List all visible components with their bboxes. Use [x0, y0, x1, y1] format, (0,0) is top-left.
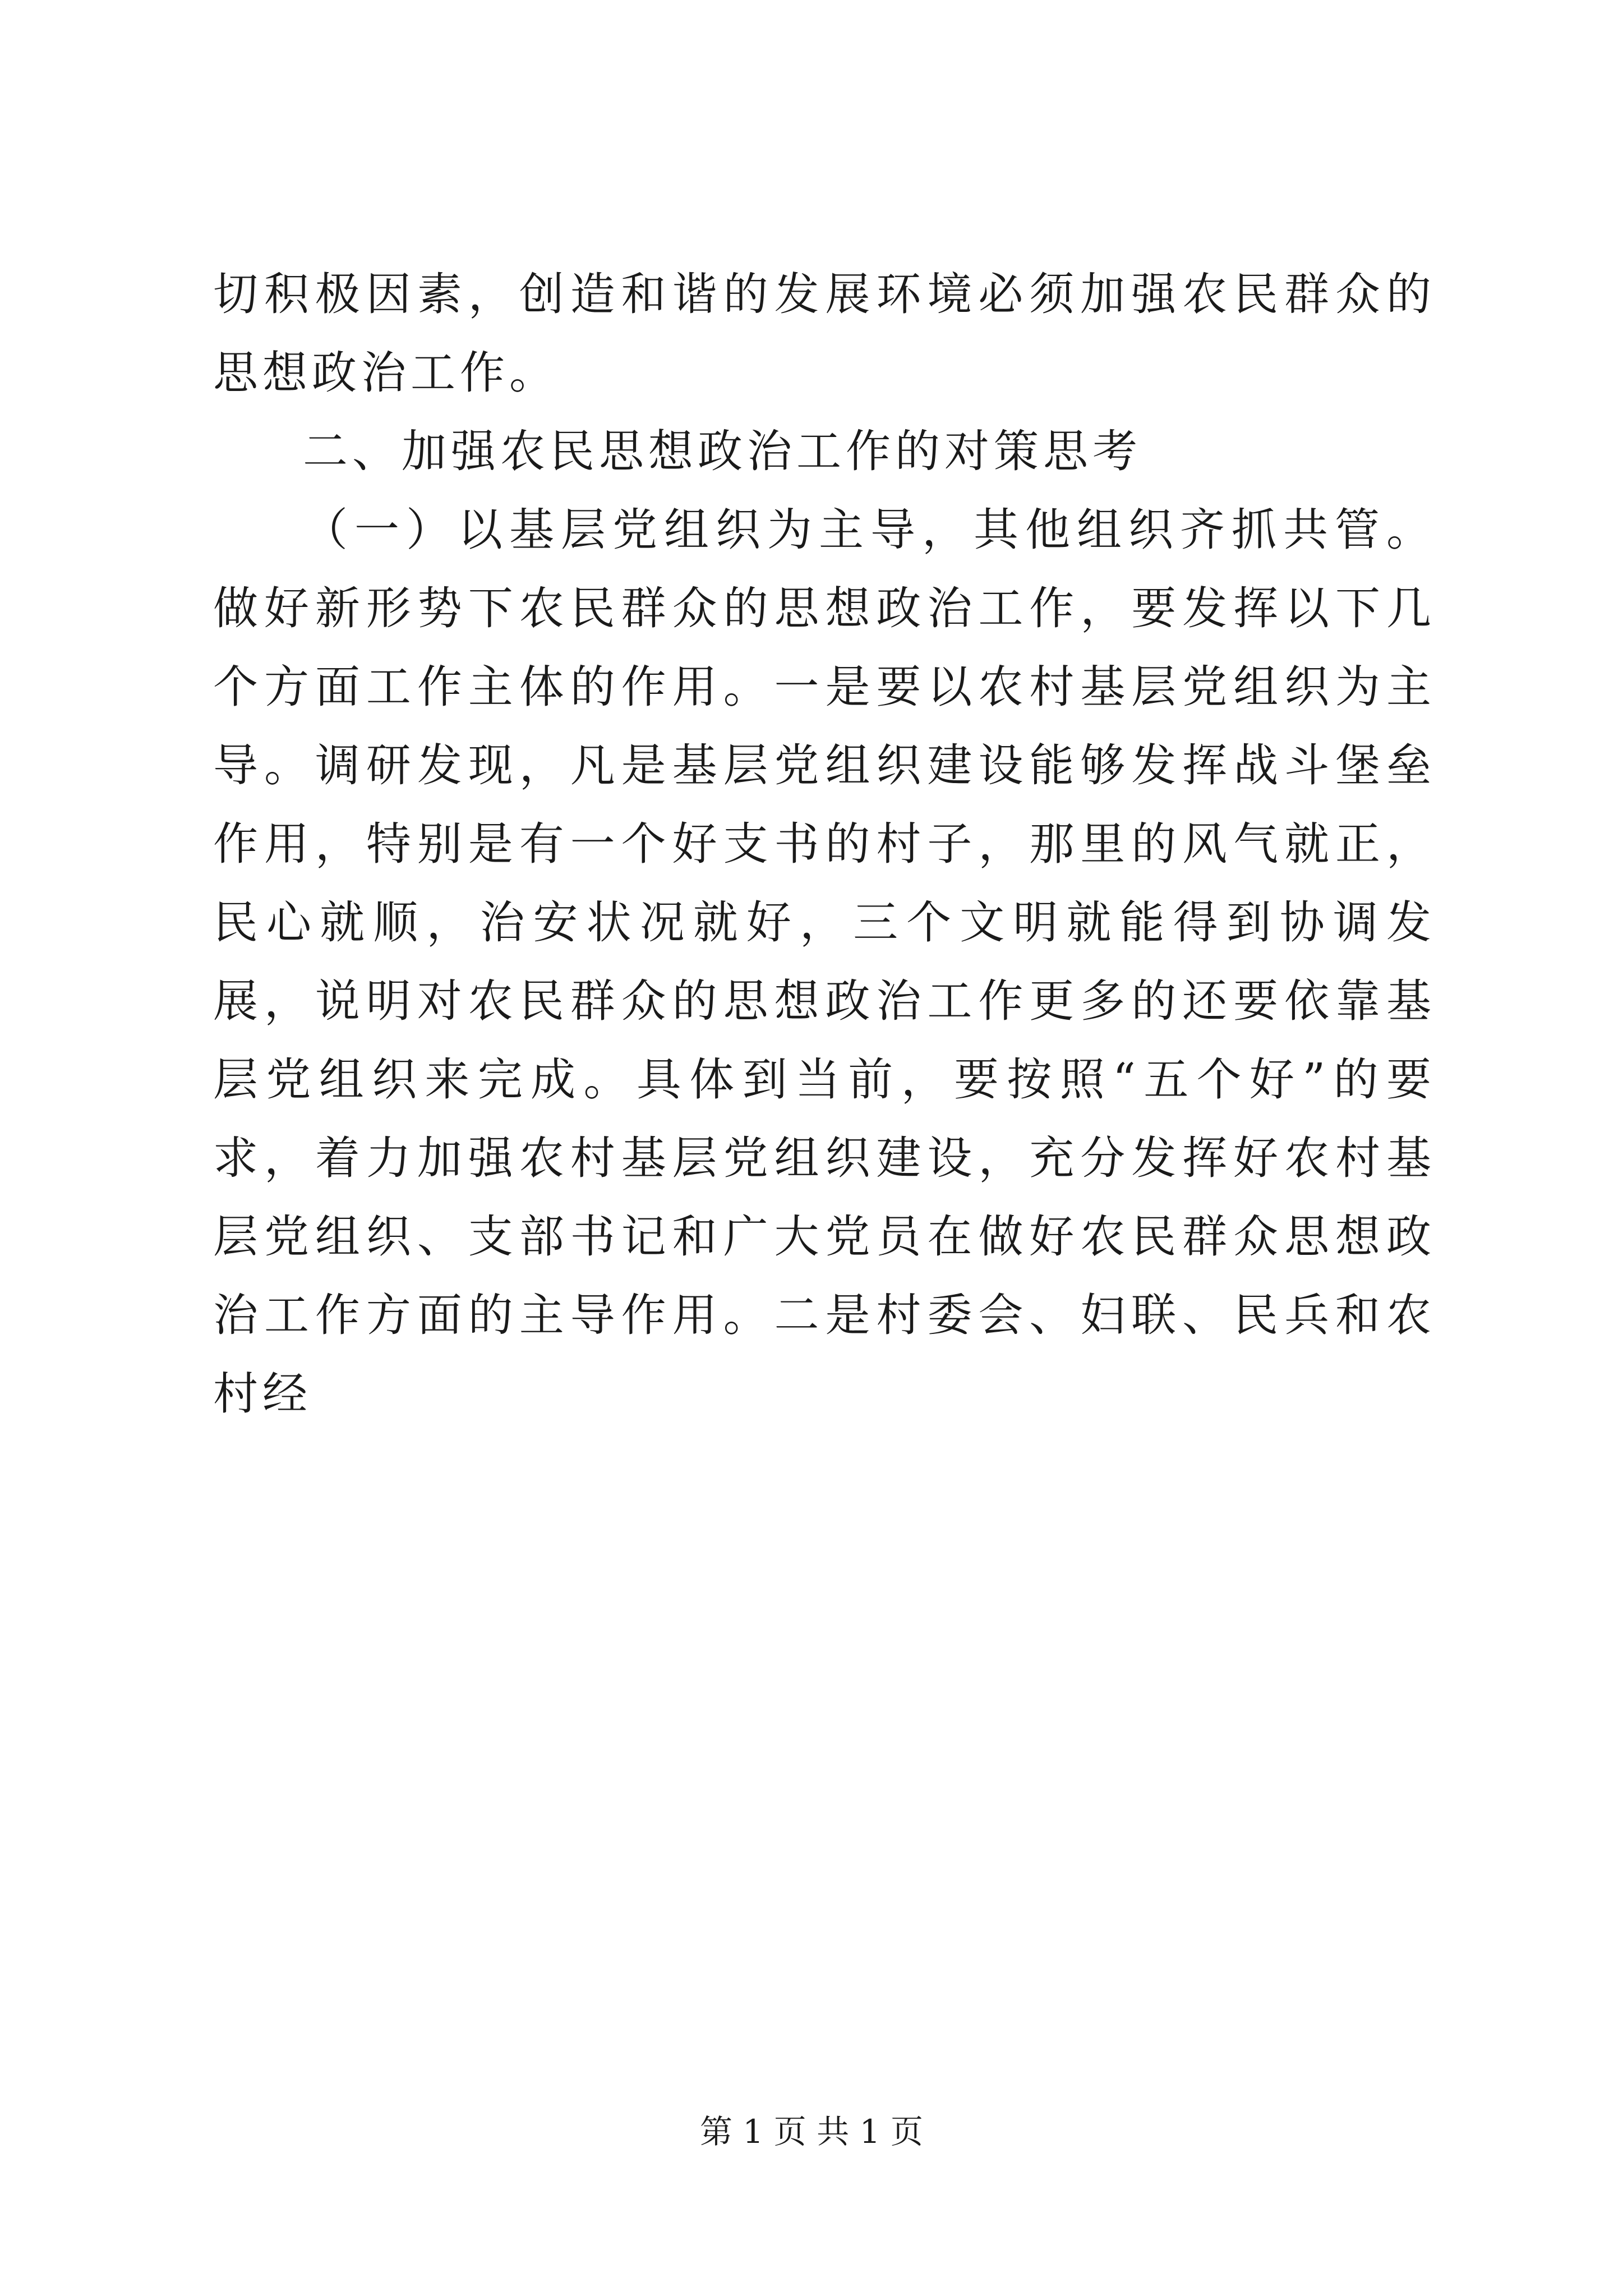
paragraph-continuation: 切积极因素，创造和谐的发展环境必须加强农民群众的思想政治工作。 — [213, 268, 1436, 399]
page-footer — [0, 2109, 1623, 2154]
section-heading: 二、加强农民思想政治工作的对策思考 — [303, 425, 1142, 477]
paragraph-subsection-1: （一）以基层党组织为主导，其他组织齐抓共管。做好新形势下农民群众的思想政治工作，要发挥以下几个方面工作主体的作用。一是要以农村基层党组织为主导。调研发现，凡是基层党组织建设能够发挥战斗堡垒作用，特别是有一个好支书的村子，那里的风气就正，民心就顺，治安状况就好，三个文明就能得到协调发展，说明对农民群众的思想政治工作更多的还要依靠基层党组织来完成。具体到当前，要按照“五个好”的要求，着力加强农村基层党组织建设，充分发挥好农村基层党组织、支部书记和广大党员在做好农民群众思想政治工作方面的主导作用。二是村委会、妇联、民兵和农村经 — [213, 504, 1436, 1420]
page-number-label: 第 1 页 共 1 页 — [700, 2113, 923, 2151]
document-body — [213, 255, 1436, 1433]
